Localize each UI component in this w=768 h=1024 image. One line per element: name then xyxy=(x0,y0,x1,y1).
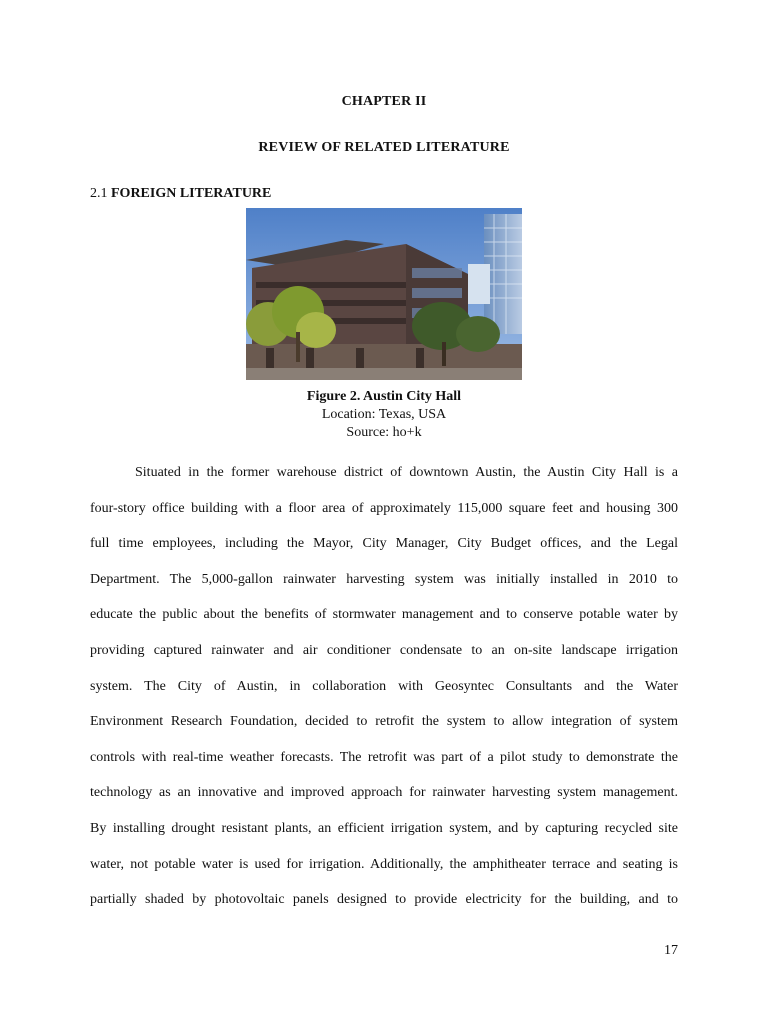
paragraph-line: controls with real-time weather forecasts. The retrofit was part of a pilot study to demonstrate the xyxy=(90,749,678,765)
section-title: FOREIGN LITERATURE xyxy=(111,186,272,201)
paragraph-line: full time employees, including the Mayor, City Manager, City Budget offices, and the Legal xyxy=(90,536,678,552)
page-number: 17 xyxy=(664,943,678,958)
paragraph-line: By installing drought resistant plants, an efficient irrigation system, and by capturing recycled site xyxy=(90,820,678,836)
figure-image-austin-city-hall xyxy=(246,208,522,380)
figure-caption-location: Location: Texas, USA xyxy=(321,407,447,422)
chapter-label: CHAPTER II xyxy=(341,94,427,109)
paragraph-line: water, not potable water is used for irrigation. Additionally, the amphitheater terrace and seating is xyxy=(90,856,678,872)
paragraph-line: providing captured rainwater and air conditioner condensate to an on-site landscape irrigation xyxy=(90,642,678,658)
figure-caption-source: Source: ho+k xyxy=(346,425,422,440)
paragraph-line: educate the public about the benefits of stormwater management and to conserve potable water by xyxy=(90,607,678,623)
paragraph-line: technology as an innovative and improved approach for rainwater harvesting system management. xyxy=(90,785,678,801)
paragraph-line: partially shaded by photovoltaic panels designed to provide electricity for the building, and to xyxy=(90,892,678,908)
body-paragraph xyxy=(90,455,678,918)
paragraph-line: Environment Research Foundation, decided to retrofit the system to allow integration of system xyxy=(90,714,678,730)
paragraph-line: four-story office building with a floor area of approximately 115,000 square feet and housing 300 xyxy=(90,500,678,516)
figure-caption-title: Figure 2. Austin City Hall xyxy=(306,389,462,404)
paragraph-line: system. The City of Austin, in collaboration with Geosyntec Consultants and the Water xyxy=(90,678,678,694)
paragraph-line: Situated in the former warehouse district of downtown Austin, the Austin City Hall is a xyxy=(135,465,678,480)
paragraph-line: Department. The 5,000-gallon rainwater harvesting system was initially installed in 2010 to xyxy=(90,571,678,587)
section-heading xyxy=(90,186,271,202)
chapter-title: REVIEW OF RELATED LITERATURE xyxy=(258,140,510,155)
section-number: 2.1 xyxy=(90,186,108,201)
